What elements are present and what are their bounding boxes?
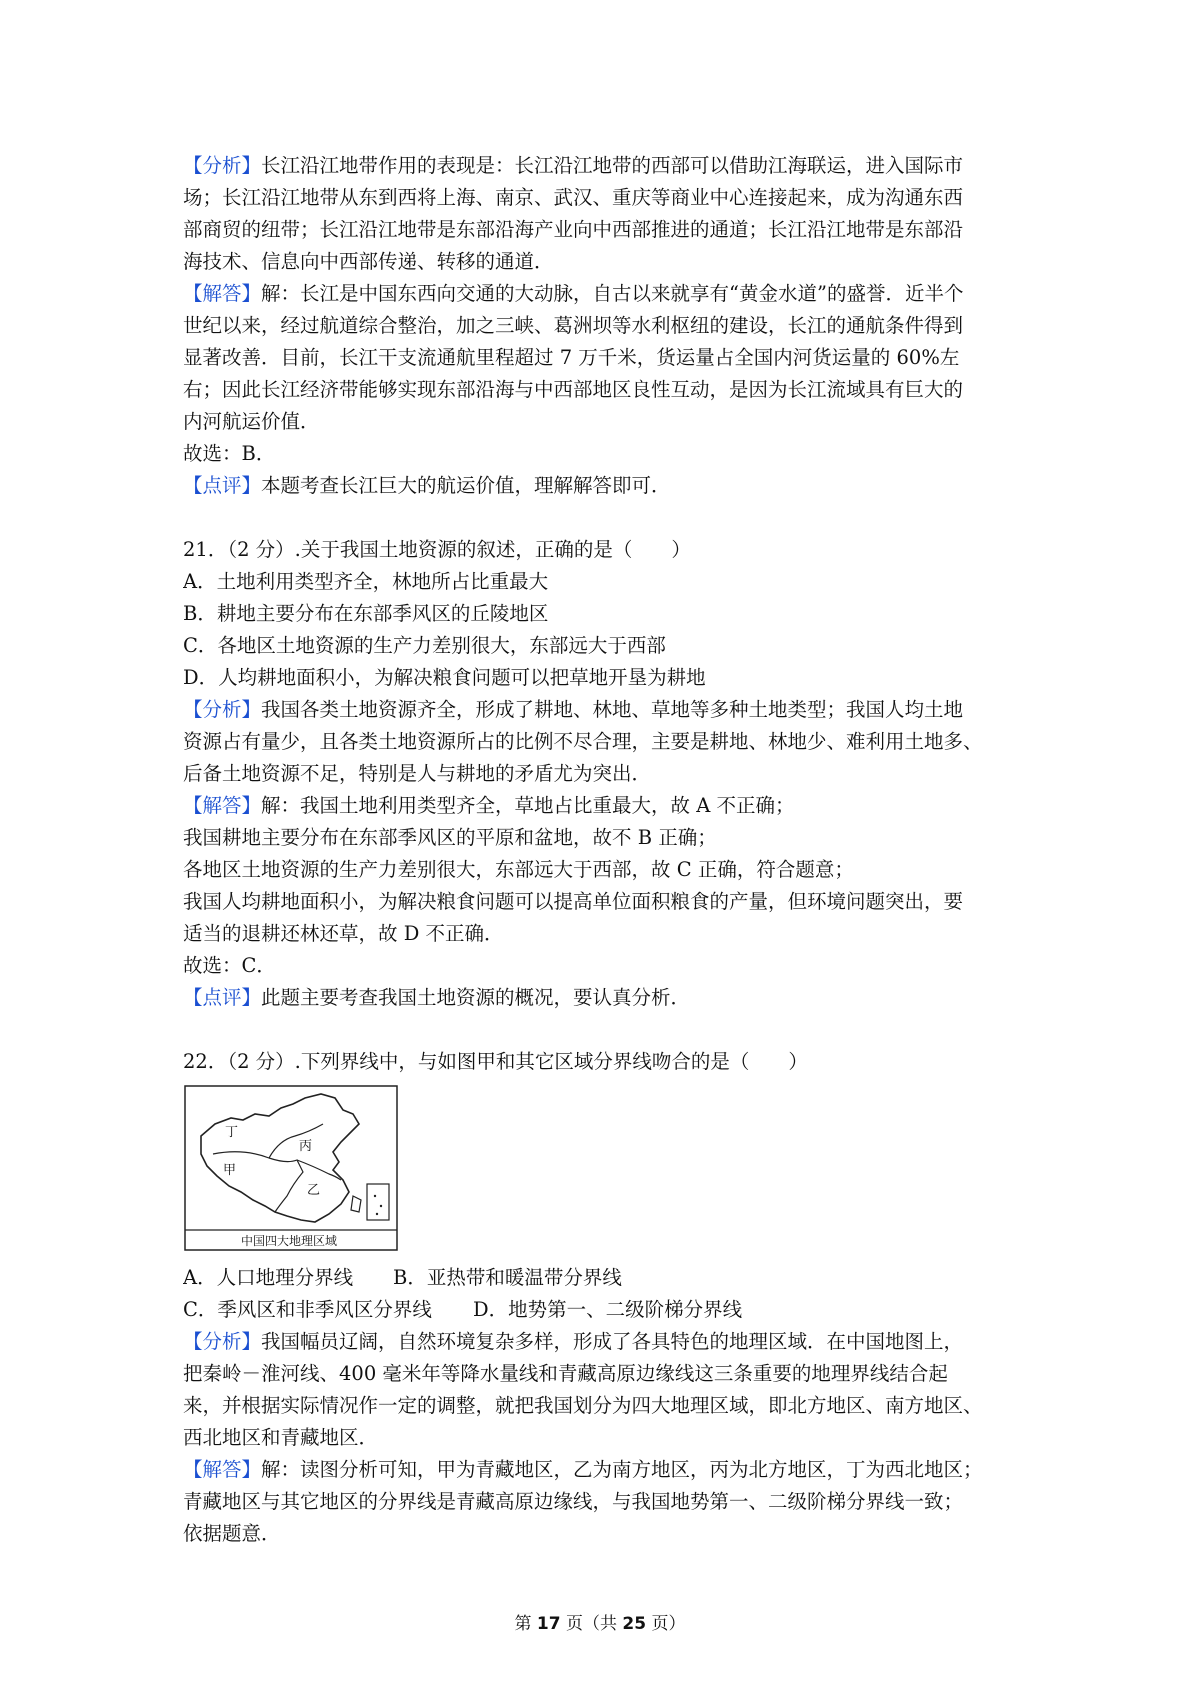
comment-tag: 【点评】 — [183, 474, 262, 497]
q22-options-row — [183, 1262, 1033, 1294]
q20-analysis-line: 海技术、信息向中西部传递、转移的通道． — [183, 250, 554, 273]
map-label-yi: 乙 — [307, 1183, 321, 1198]
answer-tag: 【解答】 — [183, 282, 262, 305]
q21-answer-line: 各地区土地资源的生产力差别很大，东部远大于西部，故 C 正确，符合题意； — [183, 858, 854, 881]
q21-analysis-line: 【分析】我国各类土地资源齐全，形成了耕地、林地、草地等多种土地类型；我国人均土地 — [183, 698, 964, 721]
q22-analysis-line: 把秦岭－淮河线、400 毫米年等降水量线和青藏高原边缘线这三条重要的地理界线结合起 — [183, 1362, 948, 1385]
analysis-tag: 【分析】 — [183, 154, 262, 177]
q22-option-d: D．地势第一、二级阶梯分界线 — [473, 1298, 743, 1321]
q21-analysis-line: 资源占有量少，且各类土地资源所占的比例不尽合理，主要是耕地、林地少、难利用土地多、 — [183, 730, 983, 753]
q21-analysis-line: 后备土地资源不足，特别是人与耕地的矛盾尤为突出． — [183, 762, 652, 785]
q21-choice: 故选：C． — [183, 954, 276, 977]
map-label-ding: 丁 — [225, 1125, 239, 1140]
q21-comment: 【点评】此题主要考查我国土地资源的概况，要认真分析． — [183, 986, 691, 1009]
page-number: 17 — [536, 1614, 561, 1634]
map-label-bing: 丙 — [299, 1139, 313, 1154]
q20-analysis-line: 【分析】长江沿江地带作用的表现是：长江沿江地带的西部可以借助江海联运，进入国际市 — [183, 154, 964, 177]
page-total: 25 — [622, 1614, 647, 1634]
q22-answer-line: 青藏地区与其它地区的分界线是青藏高原边缘线，与我国地势第一、二级阶梯分界线一致； — [183, 1490, 964, 1513]
q20-choice: 故选：B． — [183, 442, 276, 465]
q22-stem: 22．（2 分）.下列界线中，与如图甲和其它区域分界线吻合的是（ ） — [183, 1050, 808, 1073]
q20-comment: 【点评】本题考查长江巨大的航运价值，理解解答即可． — [183, 474, 671, 497]
q22-analysis-line: 来，并根据实际情况作一定的调整，就把我国划分为四大地理区域，即北方地区、南方地区、 — [183, 1394, 983, 1417]
q21-option-d: D．人均耕地面积小，为解决粮食问题可以把草地开垦为耕地 — [183, 666, 706, 689]
answer-tag: 【解答】 — [183, 1458, 262, 1481]
page-footer: 第 17 页（共 25 页） — [514, 1614, 686, 1634]
q20-answer-line: 右；因此长江经济带能够实现东部沿海与中西部地区良性互动，是因为长江流域具有巨大的 — [183, 378, 964, 401]
q21-option-b: B．耕地主要分布在东部季风区的丘陵地区 — [183, 602, 549, 625]
q20-analysis-line: 部商贸的纽带；长江沿江地带是东部沿海产业向中西部推进的通道；长江沿江地带是东部沿 — [183, 218, 964, 241]
q22-option-c: C．季风区和非季风区分界线 — [183, 1298, 432, 1321]
analysis-tag: 【分析】 — [183, 1330, 262, 1353]
q22-answer-line: 依据题意． — [183, 1522, 281, 1545]
q21-answer-line: 【解答】解：我国土地利用类型齐全，草地占比重最大，故 A 不正确； — [183, 794, 795, 817]
q22-answer-line: 【解答】解：读图分析可知，甲为青藏地区，乙为南方地区，丙为北方地区，丁为西北地区； — [183, 1458, 983, 1481]
q22-analysis-line: 【分析】我国幅员辽阔，自然环境复杂多样，形成了各具特色的地理区域．在中国地图上， — [183, 1330, 964, 1353]
q22-option-b: B．亚热带和暖温带分界线 — [393, 1266, 622, 1289]
map-caption: 中国四大地理区域 — [240, 1234, 338, 1248]
q20-analysis-line: 场；长江沿江地带从东到西将上海、南京、武汉、重庆等商业中心连接起来，成为沟通东西 — [183, 186, 964, 209]
q20-answer-line: 【解答】解：长江是中国东西向交通的大动脉，自古以来就享有“黄金水道”的盛誉．近半个 — [183, 282, 964, 305]
q21-option-c: C．各地区土地资源的生产力差别很大，东部远大于西部 — [183, 634, 666, 657]
q21-answer-line: 适当的退耕还林还草，故 D 不正确． — [183, 922, 504, 945]
comment-tag: 【点评】 — [183, 986, 262, 1009]
q21-stem: 21．（2 分）.关于我国土地资源的叙述，正确的是（ ） — [183, 538, 691, 561]
q20-answer-line: 世纪以来，经过航道综合整治，加之三峡、葛洲坝等水利枢纽的建设，长江的通航条件得到 — [183, 314, 964, 337]
q22-option-a: A．人口地理分界线 — [183, 1266, 354, 1289]
q21-answer-line: 我国耕地主要分布在东部季风区的平原和盆地，故不 B 正确； — [183, 826, 717, 849]
q22-options-row — [183, 1294, 1033, 1326]
q20-answer-line: 内河航运价值． — [183, 410, 320, 433]
q22-analysis-line: 西北地区和青藏地区． — [183, 1426, 379, 1449]
china-map-drawing — [183, 1084, 403, 1256]
q21-answer-line: 我国人均耕地面积小，为解决粮食问题可以提高单位面积粮食的产量，但环境问题突出，要 — [183, 890, 964, 913]
answer-tag: 【解答】 — [183, 794, 262, 817]
q21-option-a: A．土地利用类型齐全，林地所占比重最大 — [183, 570, 549, 593]
analysis-tag: 【分析】 — [183, 698, 262, 721]
china-regions-map — [183, 1084, 403, 1256]
map-label-jia: 甲 — [223, 1163, 237, 1178]
document-content — [183, 150, 1033, 1550]
q20-answer-line: 显著改善．目前，长江干支流通航里程超过 7 万千米，货运量占全国内河货运量的 60%左 — [183, 346, 960, 369]
